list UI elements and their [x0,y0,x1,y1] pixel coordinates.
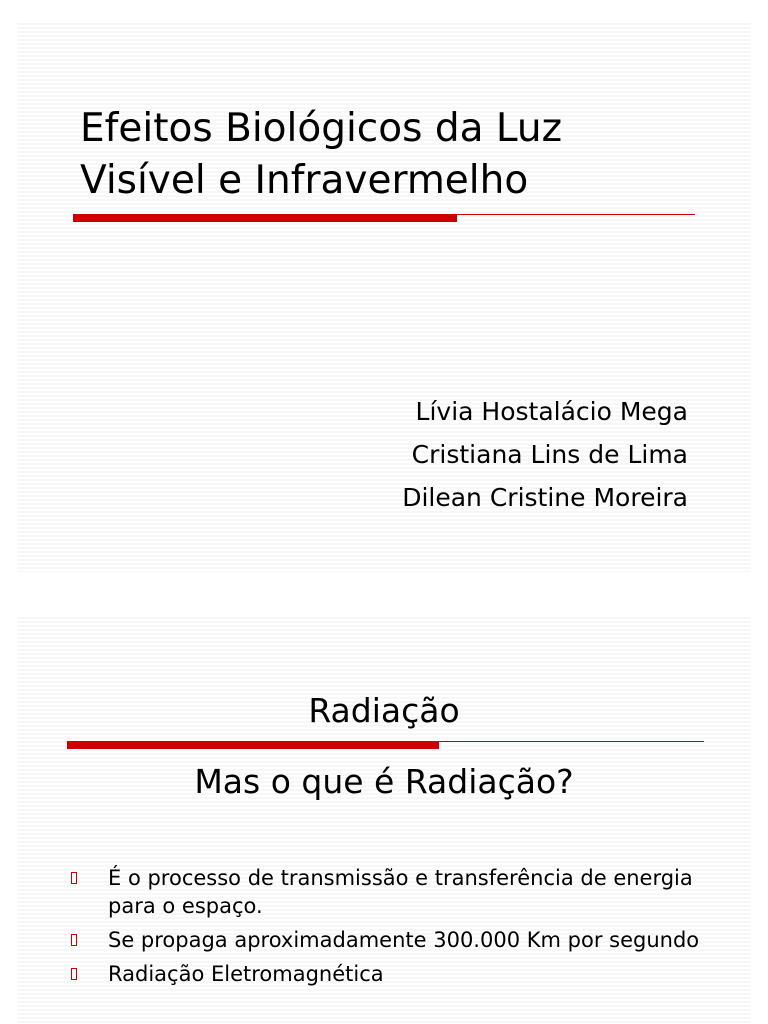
list-item [71,864,711,920]
bullet-text: Se propaga aproximadamente 300.000 Km por segundo [108,928,700,952]
bullet-list [71,864,711,994]
slide-title-heading [80,103,720,207]
heading-underline-thin [439,741,704,742]
list-item [71,960,711,988]
slide-heading: Radiação [308,691,460,730]
bullet-text: É o processo de transmissão e transferência de energia para o espaço. [108,866,693,918]
author-name: Dilean Cristine Moreira [402,483,688,512]
title-line-2: Visível e Infravermelho [80,158,529,203]
author-name: Lívia Hostalácio Mega [415,397,688,426]
title-underline-thick [73,214,457,222]
hollow-square-bullet-icon [71,934,77,946]
slide-subheading: Mas o que é Radiação? [194,762,574,801]
slide-title [17,23,751,572]
author-list [402,390,688,519]
author-name: Cristiana Lins de Lima [411,440,688,469]
hollow-square-bullet-icon [71,872,77,884]
bullet-text: Radiação Eletromagnética [108,962,384,986]
title-underline-thin [457,214,695,215]
list-item [71,926,711,954]
slide-radiacao [17,617,751,1024]
hollow-square-bullet-icon [71,968,77,980]
title-line-1: Efeitos Biológicos da Luz [80,106,563,151]
heading-underline-thick [67,741,439,749]
